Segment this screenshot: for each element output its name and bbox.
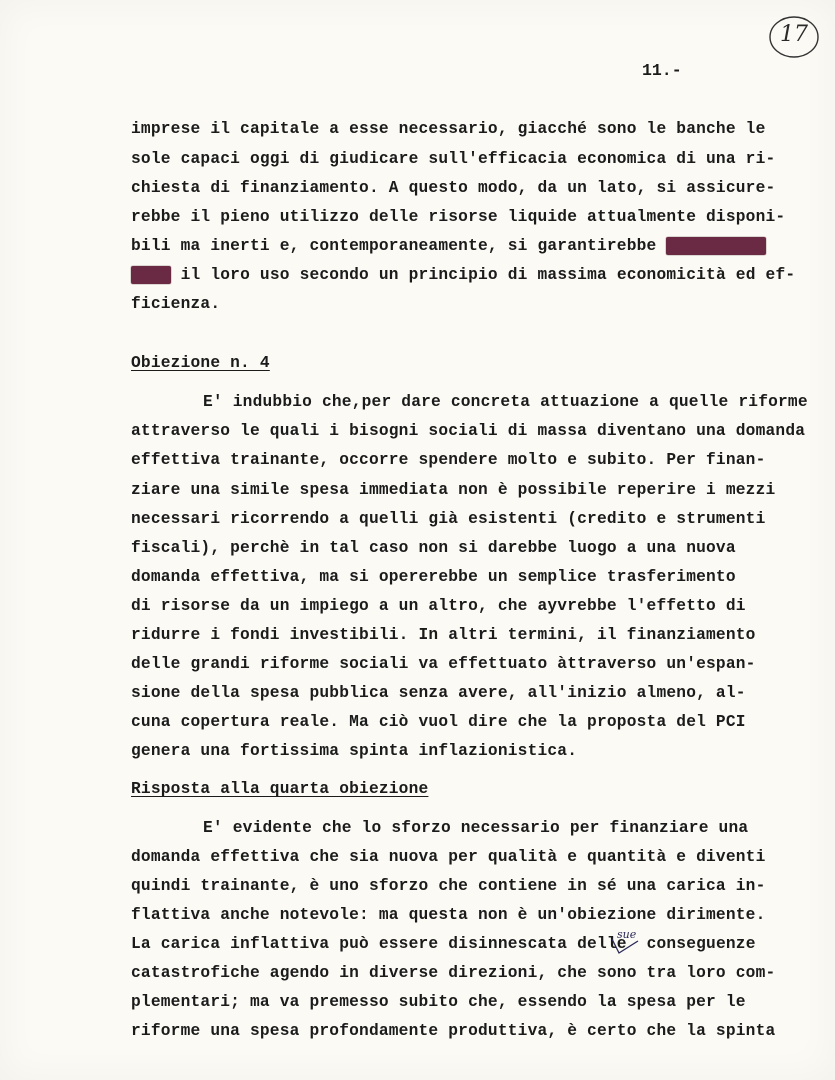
- line-text: bili ma inerti e, contemporaneamente, si garantirebbe: [131, 237, 657, 255]
- paragraph-line: domanda effettiva, ma si opererebbe un semplice trasferimento: [131, 568, 736, 586]
- line-text: il loro uso secondo un principio di massima economicità ed ef-: [180, 266, 796, 284]
- paragraph-line: E' evidente che lo sforzo necessario per finanziare una: [203, 819, 749, 837]
- paragraph-line: [131, 934, 756, 954]
- paragraph-line: sione della spesa pubblica senza avere, all'inizio almeno, al-: [131, 684, 746, 702]
- paragraph-line: chiesta di finanziamento. A questo modo, da un lato, si assicure-: [131, 179, 776, 197]
- folio-number: 17: [780, 22, 808, 47]
- paragraph-line: fiscali), perchè in tal caso non si darebbe luogo a una nuova: [131, 539, 736, 557]
- line-text: conseguenze: [646, 935, 756, 953]
- paragraph-line: ficienza.: [131, 295, 221, 313]
- insertion-caret-icon: [610, 937, 640, 955]
- paragraph-line: sole capaci oggi di giudicare sull'efficacia economica di una ri-: [131, 150, 776, 168]
- paragraph-line: [131, 265, 795, 285]
- section-heading: Risposta alla quarta obiezione: [131, 780, 429, 798]
- folio-stamp: [768, 14, 820, 60]
- handwritten-annotation: sue: [617, 928, 637, 941]
- paragraph-line: cuna copertura reale. Ma ciò vuol dire che la proposta del PCI: [131, 713, 746, 731]
- paragraph-line: imprese il capitale a esse necessario, giacché sono le banche le: [131, 120, 766, 138]
- paragraph-line: necessari ricorrendo a quelli già esistenti (credito e strumenti: [131, 510, 766, 528]
- paragraph-line: catastrofiche agendo in diverse direzioni, che sono tra loro com-: [131, 964, 776, 982]
- paragraph-line: di risorse da un impiego a un altro, che ayvrebbe l'effetto di: [131, 597, 746, 615]
- paragraph-line: genera una fortissima spinta inflazionistica.: [131, 742, 578, 760]
- page-number: 11.-: [642, 61, 682, 80]
- paragraph-line: riforme una spesa profondamente produttiva, è certo che la spinta: [131, 1022, 776, 1040]
- section-heading: Obiezione n. 4: [131, 354, 270, 372]
- paragraph-line: delle grandi riforme sociali va effettuato àttraverso un'espan-: [131, 655, 756, 673]
- paragraph-line: ridurre i fondi investibili. In altri termini, il finanziamento: [131, 626, 756, 644]
- struck-out-text: dall'altro: [666, 237, 766, 255]
- paragraph-line: quindi trainante, è uno sforzo che contiene in sé una carica in-: [131, 877, 766, 895]
- line-text: La carica inflattiva può essere disinnescata delle: [131, 935, 627, 953]
- paragraph-line: attraverso le quali i bisogni sociali di massa diventano una domanda: [131, 422, 806, 440]
- paragraph-line: plementari; ma va premesso subito che, essendo la spesa per le: [131, 993, 746, 1011]
- paragraph-line: ziare una simile spesa immediata non è possibile reperire i mezzi: [131, 481, 776, 499]
- struck-out-text: lato: [131, 266, 171, 284]
- paragraph-line: E' indubbio che,per dare concreta attuazione a quelle riforme: [203, 393, 808, 411]
- paragraph-line: domanda effettiva che sia nuova per qualità e quantità e diventi: [131, 848, 766, 866]
- paragraph-line: [131, 236, 766, 256]
- paragraph-line: rebbe il pieno utilizzo delle risorse liquide attualmente disponi-: [131, 208, 786, 226]
- paragraph-line: flattiva anche notevole: ma questa non è un'obiezione dirimente.: [131, 906, 766, 924]
- paragraph-line: effettiva trainante, occorre spendere molto e subito. Per finan-: [131, 451, 766, 469]
